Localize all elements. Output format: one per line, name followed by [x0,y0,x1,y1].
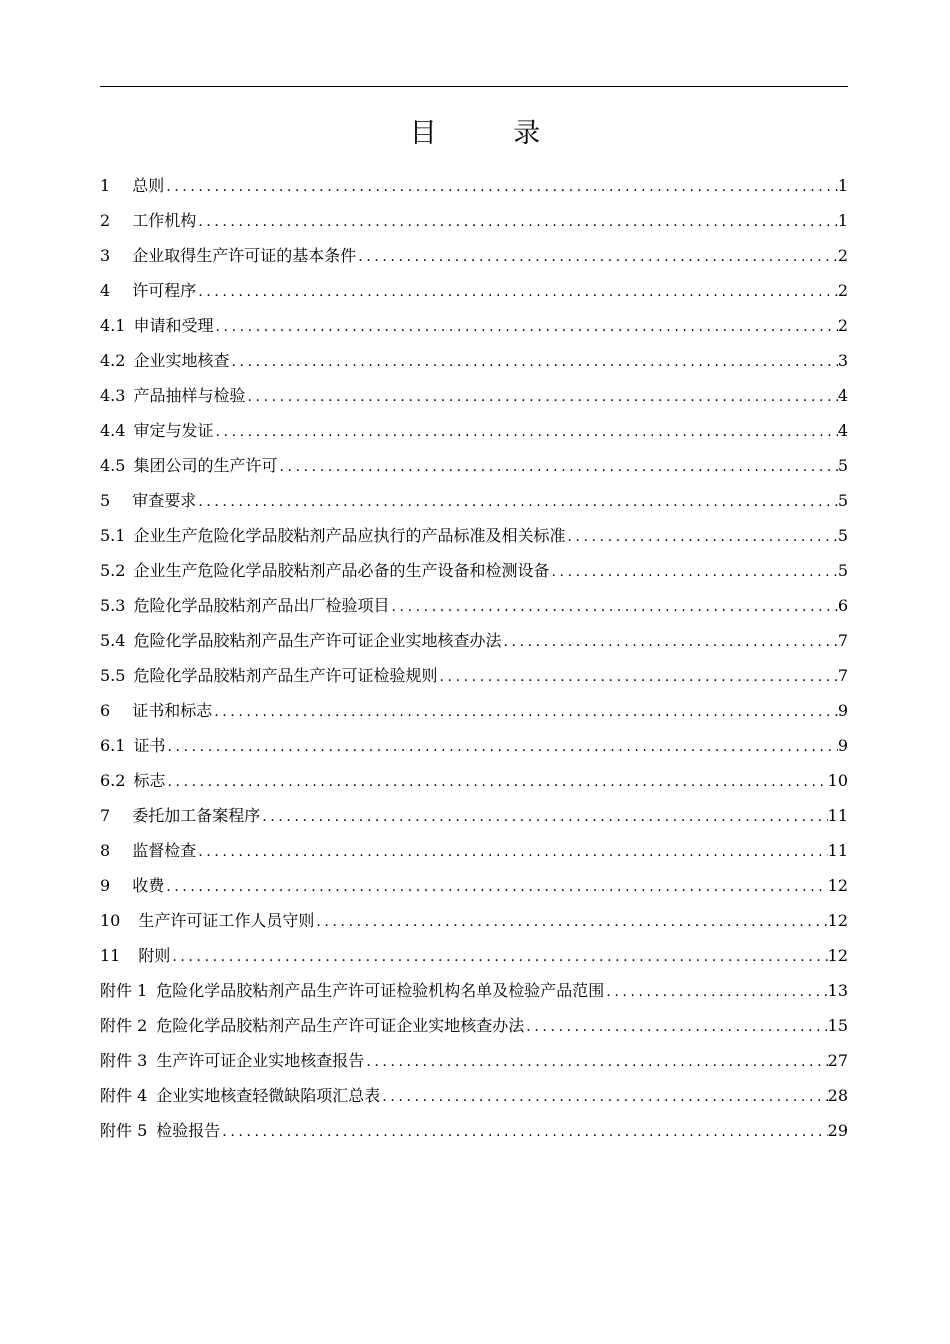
toc-entry[interactable] [100,763,848,798]
toc-entry[interactable] [100,273,848,308]
dot-leader [356,240,838,275]
toc-entry-label: 危险化学品胶粘剂产品生产许可证企业实地核查办法 [156,1016,525,1035]
toc-entry[interactable] [100,203,848,238]
toc-entry[interactable] [100,833,848,868]
dot-leader [212,695,838,730]
dot-leader [164,170,838,205]
toc-entry-page-number: 2 [837,281,848,300]
dot-leader [501,625,837,660]
dot-leader [604,975,827,1010]
toc-entry[interactable] [100,1078,848,1113]
toc-entry-page-number: 5 [837,526,848,545]
toc-entry-number: 4 [100,281,111,300]
toc-entry-page-number: 27 [827,1051,848,1070]
toc-entry[interactable] [100,413,848,448]
toc-entry[interactable] [100,448,848,483]
toc-entry-number: 5 [100,491,111,510]
toc-entry-page-number: 15 [827,1016,848,1035]
toc-entry-number: 5.5 [100,666,126,685]
toc-entry[interactable] [100,308,848,343]
toc-entry-label: 总则 [132,176,165,195]
dot-leader [213,310,837,345]
toc-entry-page-number: 12 [827,876,848,895]
dot-leader [524,1010,827,1045]
toc-entry-number: 5.4 [100,631,126,650]
toc-entry-label: 证书 [133,736,166,755]
toc-entry-number: 7 [100,806,111,825]
toc-entry-number: 4.5 [100,456,126,475]
dot-leader [220,1115,827,1150]
toc-entry-number: 附件 5 [100,1121,148,1140]
toc-entry[interactable] [100,1043,848,1078]
header-rule [100,86,848,87]
toc-entry-label: 企业生产危险化学品胶粘剂产品必备的生产设备和检测设备 [133,561,550,580]
dot-leader [229,345,837,380]
toc-entry[interactable] [100,658,848,693]
toc-entry[interactable] [100,973,848,1008]
dot-leader [170,940,827,975]
dot-leader [196,485,838,520]
toc-entry-page-number: 4 [837,386,848,405]
toc-entry-page-number: 7 [837,631,848,650]
toc-entry-number: 5.3 [100,596,126,615]
toc-entry-label: 标志 [133,771,166,790]
dot-leader [565,520,837,555]
toc-entry-page-number: 11 [827,806,848,825]
dot-leader [213,415,837,450]
toc-entry[interactable] [100,518,848,553]
toc-entry-number: 附件 3 [100,1051,148,1070]
toc-entry[interactable] [100,693,848,728]
toc-entry-number: 附件 1 [100,981,148,1000]
toc-entry[interactable] [100,868,848,903]
toc-entry-label: 企业取得生产许可证的基本条件 [132,246,357,265]
toc-entry[interactable] [100,238,848,273]
toc-entry-number: 5.2 [100,561,126,580]
toc-entry-page-number: 1 [837,176,848,195]
toc-entry-number: 9 [100,876,111,895]
toc-entry-label: 危险化学品胶粘剂产品生产许可证检验规则 [133,666,438,685]
toc-entry[interactable] [100,903,848,938]
toc-entry-label: 申请和受理 [133,316,214,335]
toc-entry[interactable] [100,343,848,378]
toc-entry-label: 企业实地核查 [133,351,230,370]
toc-entry-label: 检验报告 [156,1121,221,1140]
toc-entry-page-number: 9 [837,736,848,755]
dot-leader [380,1080,827,1115]
dot-leader [437,660,837,695]
toc-entry-page-number: 5 [837,456,848,475]
toc-entry-number: 附件 2 [100,1016,148,1035]
dot-leader [196,275,838,310]
toc-entry-page-number: 6 [837,596,848,615]
toc-entry-number: 3 [100,246,111,265]
toc-entry[interactable] [100,378,848,413]
toc-entry-number: 11 [100,946,121,965]
toc-entry-label: 证书和标志 [132,701,213,720]
toc-entry-label: 危险化学品胶粘剂产品生产许可证检验机构名单及检验产品范围 [156,981,605,1000]
dot-leader [389,590,837,625]
toc-entry-number: 6 [100,701,111,720]
toc-entry-number: 附件 4 [100,1086,148,1105]
toc-entry-label: 许可程序 [132,281,197,300]
toc-entry-label: 委托加工备案程序 [132,806,261,825]
toc-entry-label: 产品抽样与检验 [133,386,246,405]
toc-entry-label: 生产许可证工作人员守则 [138,911,315,930]
toc-entry-label: 工作机构 [132,211,197,230]
toc-entry-number: 10 [100,911,121,930]
toc-entry-page-number: 5 [837,491,848,510]
toc-entry-label: 危险化学品胶粘剂产品出厂检验项目 [133,596,390,615]
toc-entry[interactable] [100,1008,848,1043]
toc-entry-page-number: 12 [827,911,848,930]
toc-entry-page-number: 29 [827,1121,848,1140]
toc-entry[interactable] [100,623,848,658]
toc-entry-page-number: 2 [837,316,848,335]
toc-entry[interactable] [100,483,848,518]
toc-entry-page-number: 3 [837,351,848,370]
toc-entry-label: 审查要求 [132,491,197,510]
dot-leader [277,450,837,485]
toc-entry-page-number: 28 [827,1086,848,1105]
toc-entry[interactable] [100,728,848,763]
toc-entry-page-number: 12 [827,946,848,965]
dot-leader [165,765,827,800]
dot-leader [164,870,827,905]
toc-entry[interactable] [100,168,848,203]
toc-entry-page-number: 13 [827,981,848,1000]
toc-entry[interactable] [100,553,848,588]
toc-entry-number: 1 [100,176,111,195]
toc-entry-page-number: 4 [837,421,848,440]
toc-entry-page-number: 5 [837,561,848,580]
toc-entry-page-number: 9 [837,701,848,720]
toc-entry-number: 4.4 [100,421,126,440]
toc-entry-page-number: 1 [837,211,848,230]
toc-entry-number: 4.3 [100,386,126,405]
toc-entry[interactable] [100,938,848,973]
dot-leader [165,730,837,765]
toc-entry-label: 集团公司的生产许可 [133,456,278,475]
toc-entry-number: 6.1 [100,736,126,755]
toc-entry-page-number: 10 [827,771,848,790]
dot-leader [314,905,827,940]
toc-entry-number: 2 [100,211,111,230]
page-title: 目 录 [409,118,575,149]
dot-leader [196,205,838,240]
toc-entry-label: 审定与发证 [133,421,214,440]
toc-entry-number: 4.2 [100,351,126,370]
toc-entry-page-number: 2 [837,246,848,265]
toc-entry-page-number: 7 [837,666,848,685]
table-of-contents [100,168,848,1148]
toc-entry-number: 5.1 [100,526,126,545]
toc-entry[interactable] [100,798,848,833]
toc-entry-number: 4.1 [100,316,126,335]
dot-leader [260,800,827,835]
toc-entry-label: 收费 [132,876,165,895]
toc-entry-label: 危险化学品胶粘剂产品生产许可证企业实地核查办法 [133,631,502,650]
toc-entry-page-number: 11 [827,841,848,860]
toc-entry-label: 监督检查 [132,841,197,860]
dot-leader [245,380,837,415]
toc-entry-label: 附则 [138,946,171,965]
toc-entry-label: 企业生产危险化学品胶粘剂产品应执行的产品标准及相关标准 [133,526,566,545]
dot-leader [196,835,827,870]
toc-entry[interactable] [100,588,848,623]
toc-entry-label: 生产许可证企业实地核查报告 [156,1051,365,1070]
dot-leader [549,555,837,590]
toc-entry-label: 企业实地核查轻微缺陷项汇总表 [156,1086,381,1105]
dot-leader [364,1045,827,1080]
toc-entry-number: 6.2 [100,771,126,790]
toc-entry[interactable] [100,1113,848,1148]
toc-entry-number: 8 [100,841,111,860]
